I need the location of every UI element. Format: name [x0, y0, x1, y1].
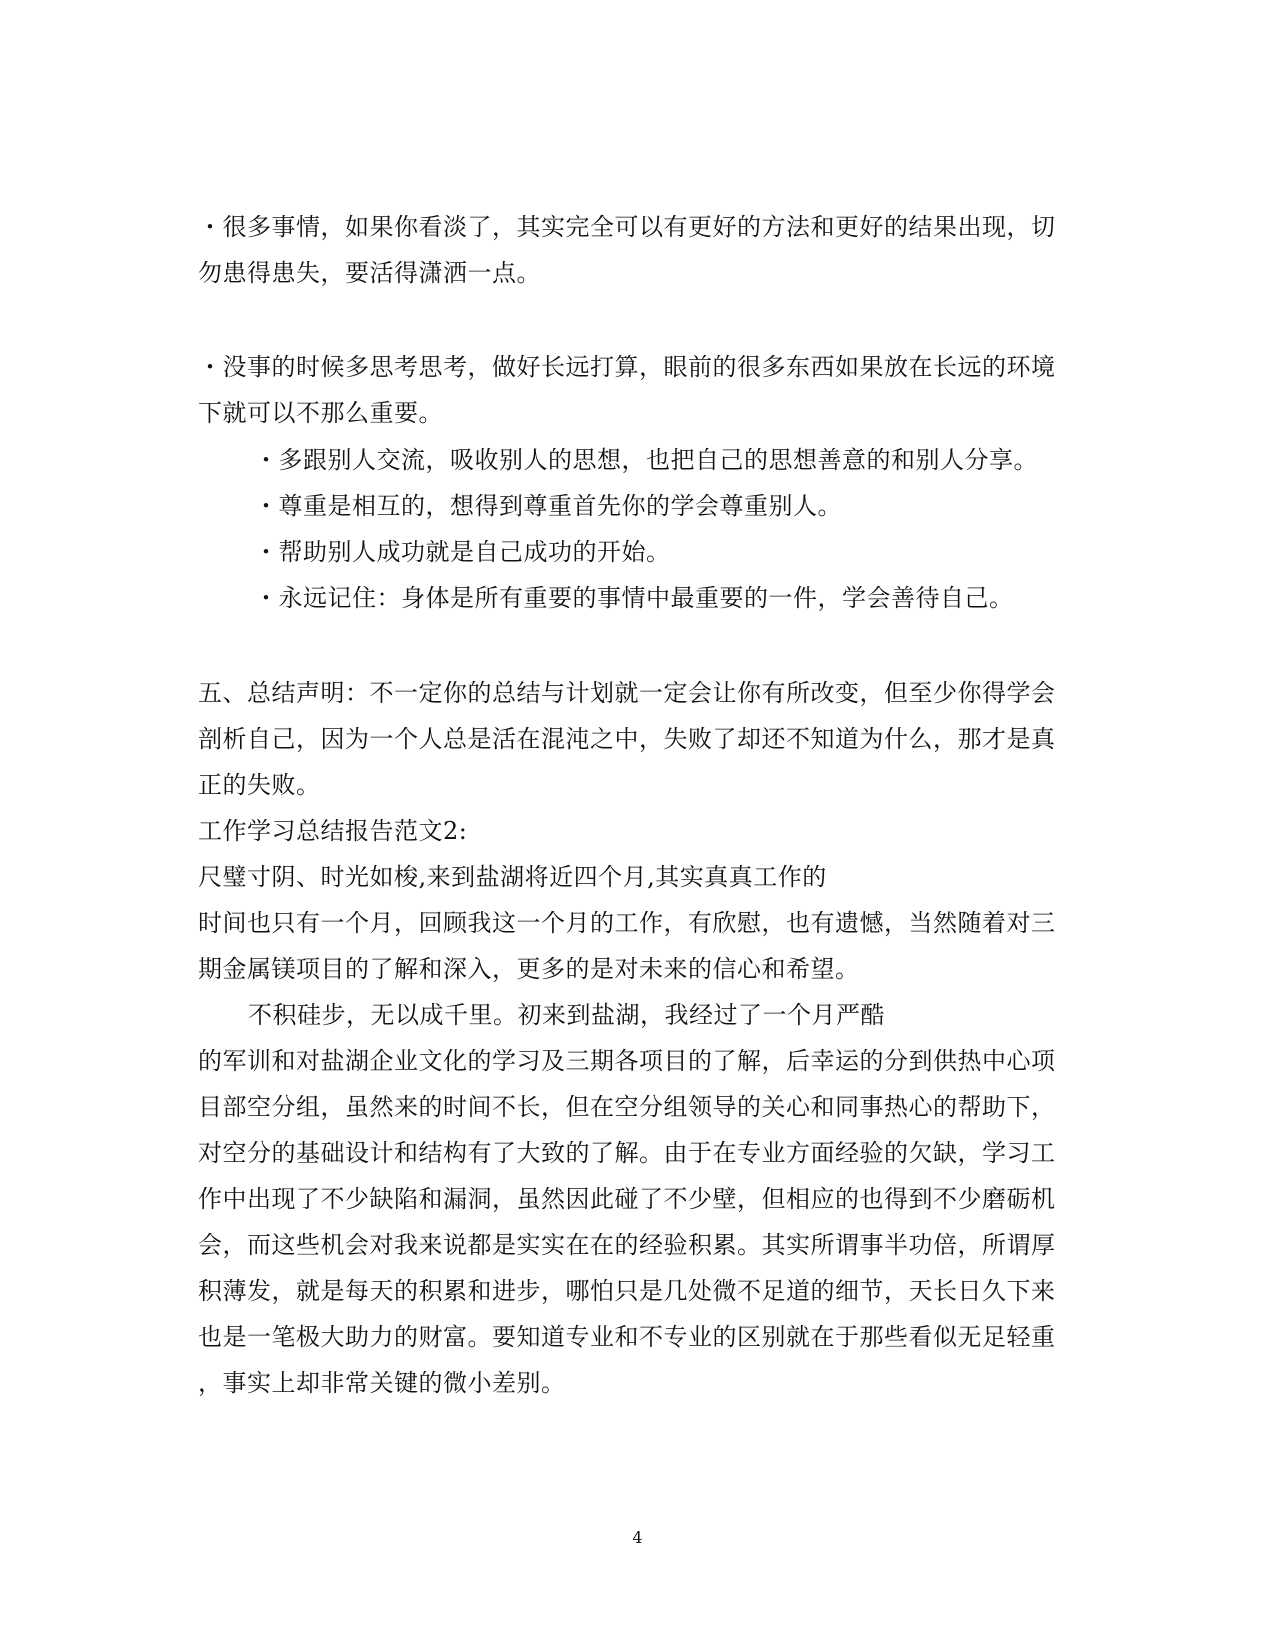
- paragraph-2-line-3: 目部空分组，虽然来的时间不长，但在空分组领导的关心和同事热心的帮助下，: [198, 1093, 1056, 1121]
- paragraph-2-line-9: ，事实上却非常关键的微小差别。: [198, 1369, 566, 1397]
- bullet-item-health: ・永远记住：身体是所有重要的事情中最重要的一件，学会善待自己。: [254, 584, 1014, 612]
- paragraph-2-line-1: 不积硅步，无以成千里。初来到盐湖，我经过了一个月严酷: [248, 1001, 885, 1029]
- bullet-item-respect: ・尊重是相互的，想得到尊重首先你的学会尊重别人。: [254, 492, 842, 520]
- bullet-paragraph-1-line-1: ・很多事情，如果你看淡了，其实完全可以有更好的方法和更好的结果出现，切: [198, 213, 1056, 241]
- paragraph-2-line-2: 的军训和对盐湖企业文化的学习及三期各项目的了解，后幸运的分到供热中心项: [198, 1047, 1056, 1075]
- summary-statement-line-3: 正的失败。: [198, 771, 321, 799]
- paragraph-2-line-8: 也是一笔极大助力的财富。要知道专业和不专业的区别就在于那些看似无足轻重: [198, 1323, 1056, 1351]
- paragraph-1-line-2: 时间也只有一个月，回顾我这一个月的工作，有欣慰，也有遗憾，当然随着对三: [198, 909, 1056, 937]
- paragraph-2-line-6: 会，而这些机会对我来说都是实实在在的经验积累。其实所谓事半功倍，所谓厚: [198, 1231, 1056, 1259]
- bullet-paragraph-2-line-2: 下就可以不那么重要。: [198, 399, 443, 427]
- section-heading: 工作学习总结报告范文2:: [198, 817, 468, 845]
- paragraph-2-line-7: 积薄发，就是每天的积累和进步，哪怕只是几处微不足道的细节，天长日久下来: [198, 1277, 1056, 1305]
- bullet-item-help-others: ・帮助别人成功就是自己成功的开始。: [254, 538, 671, 566]
- paragraph-1-line-1: 尺璧寸阴、时光如梭,来到盐湖将近四个月,其实真真工作的: [198, 863, 827, 891]
- paragraph-2-line-4: 对空分的基础设计和结构有了大致的了解。由于在专业方面经验的欠缺，学习工: [198, 1139, 1056, 1167]
- summary-statement-line-1: 五、总结声明：不一定你的总结与计划就一定会让你有所改变，但至少你得学会: [198, 679, 1056, 707]
- bullet-paragraph-2-line-1: ・没事的时候多思考思考，做好长远打算，眼前的很多东西如果放在长远的环境: [198, 353, 1056, 381]
- summary-statement-line-2: 剖析自己，因为一个人总是活在混沌之中，失败了却还不知道为什么，那才是真: [198, 725, 1056, 753]
- bullet-paragraph-1-line-2: 勿患得患失，要活得潇洒一点。: [198, 259, 541, 287]
- bullet-item-communicate: ・多跟别人交流，吸收别人的思想，也把自己的思想善意的和别人分享。: [254, 446, 1038, 474]
- paragraph-2-line-5: 作中出现了不少缺陷和漏洞，虽然因此碰了不少壁，但相应的也得到不少磨砺机: [198, 1185, 1056, 1213]
- page-number: 4: [632, 1528, 643, 1547]
- paragraph-1-line-3: 期金属镁项目的了解和深入，更多的是对未来的信心和希望。: [198, 955, 860, 983]
